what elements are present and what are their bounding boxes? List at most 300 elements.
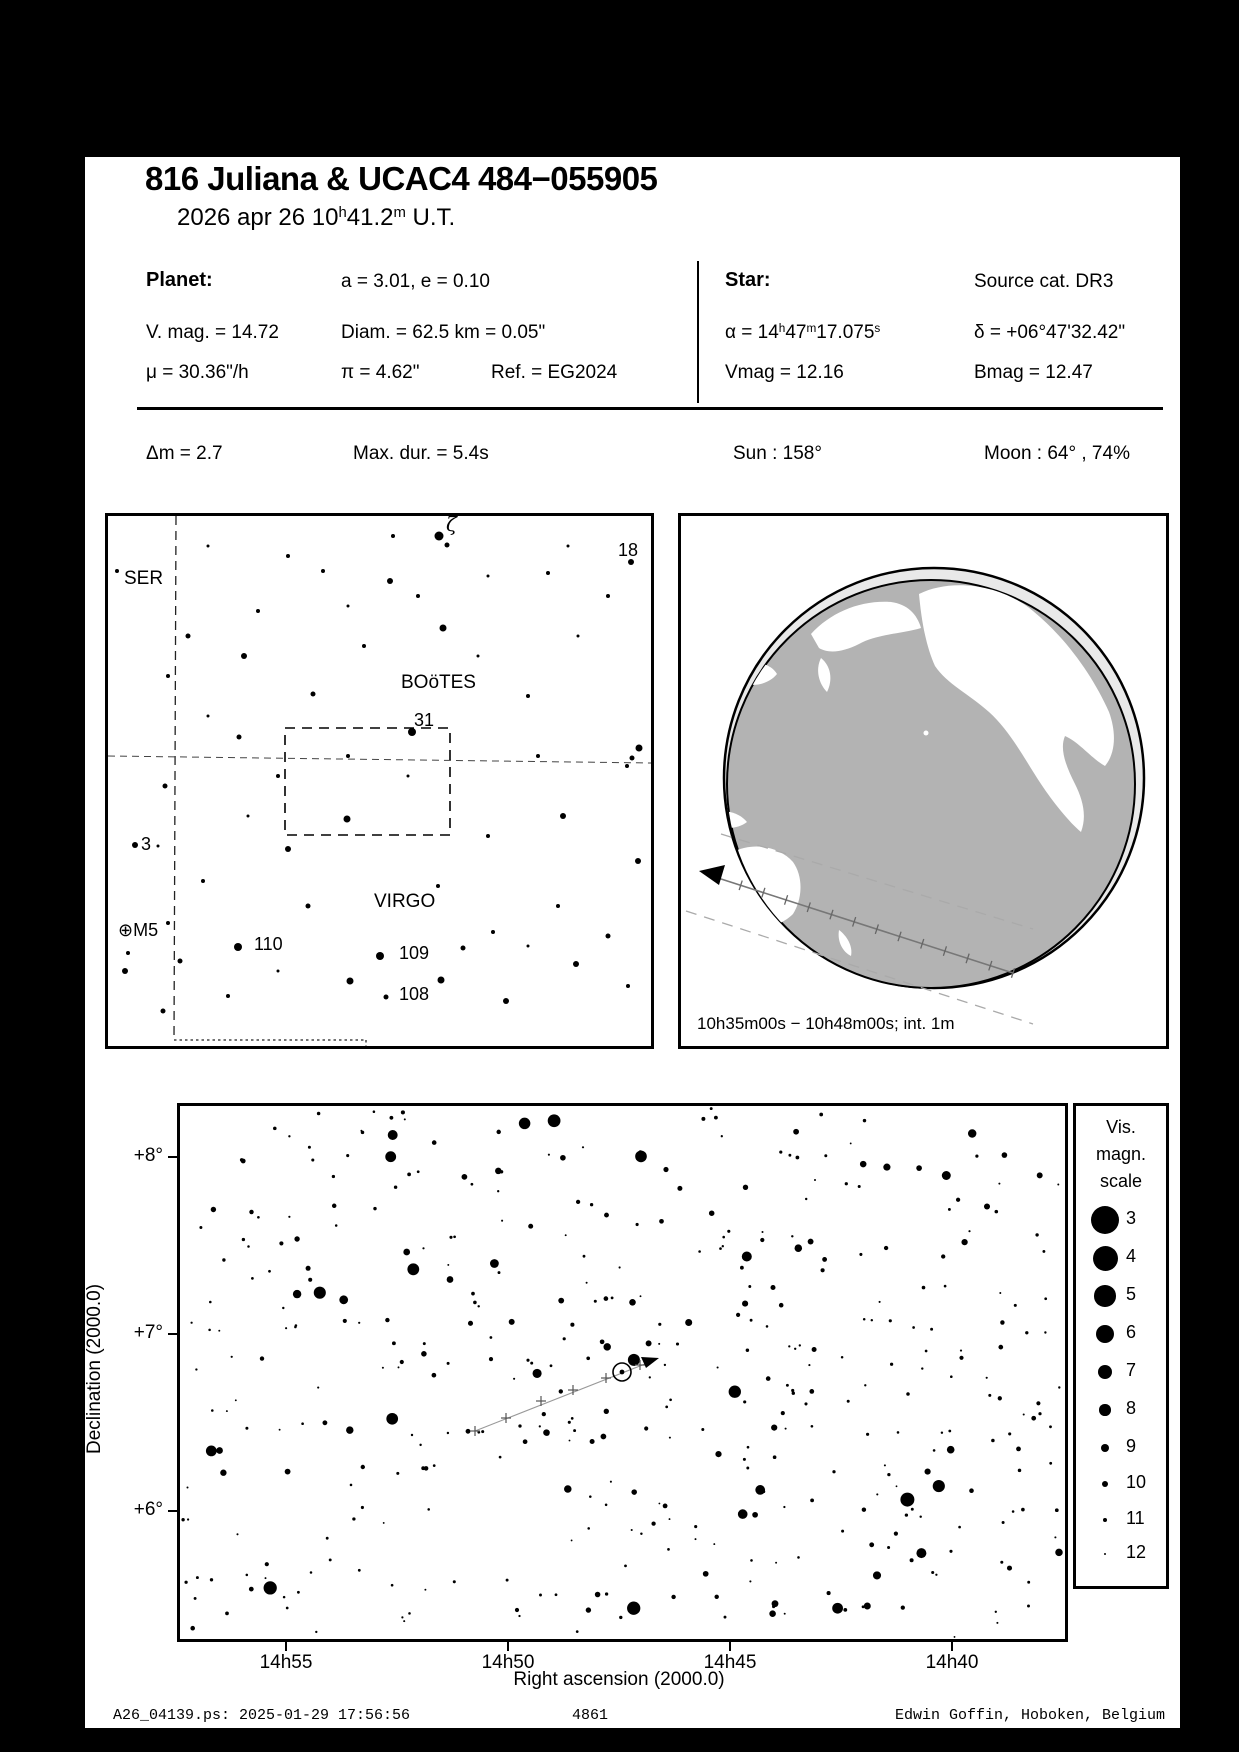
star-dot (590, 1203, 593, 1206)
star-dot (604, 1409, 609, 1414)
star-dot (236, 1533, 238, 1535)
star-dot (949, 1550, 952, 1553)
planet-diameter: Diam. = 62.5 km = 0.05" (341, 322, 546, 343)
star-dot (948, 1208, 951, 1211)
star-dot (246, 1574, 249, 1577)
star-dot (317, 1112, 321, 1116)
star-dot (625, 764, 629, 768)
finder-label-m5: ⊕M5 (118, 920, 159, 940)
star-dot (499, 1456, 502, 1459)
star-dot (1002, 1521, 1005, 1524)
star-dot (199, 1226, 202, 1229)
star-dot (501, 1220, 503, 1222)
star-dot (273, 1127, 277, 1131)
star-bmag: Bmag = 12.47 (974, 362, 1093, 383)
star-dot (944, 1285, 947, 1288)
legend-magnitude-dot (1103, 1518, 1108, 1523)
star-dot (157, 845, 160, 848)
y-axis-title: Declination (2000.0) (84, 1283, 105, 1455)
star-dot (1000, 1561, 1003, 1564)
star-dot (772, 1600, 779, 1607)
star-dot (948, 1430, 951, 1433)
star-dot (783, 1506, 785, 1508)
star-dot (975, 1155, 978, 1158)
event-datetime (177, 204, 455, 232)
star-dot (163, 784, 168, 789)
star-dot (282, 1307, 284, 1309)
star-dot (811, 1425, 814, 1428)
star-dot (999, 1292, 1001, 1294)
constellation-finder-graphic (108, 516, 651, 1046)
x-tick-label: 14h45 (703, 1652, 757, 1673)
star-dot (1031, 1416, 1036, 1421)
star-dot (703, 1571, 709, 1577)
legend-magnitude-dot (1098, 1365, 1113, 1380)
x-axis-title: Right ascension (2000.0) (513, 1669, 725, 1690)
star-dot (1049, 1462, 1052, 1465)
star-dot (285, 1469, 291, 1475)
star-dot (489, 1357, 493, 1361)
star-dot (649, 1376, 651, 1378)
star-dot (546, 571, 550, 575)
star-dot (862, 1507, 866, 1511)
star-dot (736, 1313, 740, 1317)
finder-label-n110: 110 (254, 934, 283, 954)
star-dot (746, 1467, 749, 1470)
star-dot (950, 1375, 953, 1378)
star-dot (315, 1631, 317, 1633)
star-dot (222, 1258, 225, 1261)
star-dot (986, 1377, 988, 1379)
star-dot (722, 1236, 725, 1239)
star-dot (779, 1303, 784, 1308)
star-dot (519, 1118, 531, 1130)
star-dot (247, 1245, 250, 1248)
legend-title-line: scale (1099, 1171, 1143, 1191)
star-dot (394, 1185, 397, 1188)
star-dot (590, 1439, 595, 1444)
star-dot (545, 1431, 550, 1436)
star-dot (605, 1504, 608, 1507)
star-dot (285, 846, 291, 852)
star-dot (556, 904, 560, 908)
star-dot (740, 1266, 744, 1270)
star-dot (860, 1161, 867, 1168)
star-dot (241, 653, 247, 659)
star-dot (497, 1190, 499, 1192)
star-dot (743, 1400, 746, 1403)
star-dot (249, 1587, 254, 1592)
star-dot (408, 1612, 411, 1615)
star-dot (186, 1486, 188, 1488)
star-dot (698, 1250, 701, 1253)
star-dot (256, 609, 260, 613)
datetime-part: U.T. (405, 204, 456, 231)
star-dot (339, 1295, 348, 1304)
star-dot (629, 1299, 636, 1306)
footer-sequence-number: 4861 (571, 1707, 608, 1724)
star-dot (1044, 1331, 1046, 1333)
star-dot (850, 1142, 852, 1144)
star-dot (515, 1608, 519, 1612)
star-dot (742, 1301, 748, 1307)
star-dot (1044, 1297, 1047, 1300)
legend-magnitude-dot (1096, 1325, 1114, 1343)
star-dot (947, 1446, 955, 1454)
star-dot (1018, 1469, 1022, 1473)
star-dot (208, 1329, 211, 1332)
star-dot (573, 1429, 576, 1432)
star-dot (925, 1469, 931, 1475)
star-dot (864, 1603, 871, 1610)
legend-title-line: magn. (1095, 1144, 1147, 1164)
star-dot (766, 1376, 771, 1381)
legend-magnitude-label: 6 (1126, 1322, 1137, 1342)
star-dot (808, 1239, 814, 1245)
star-dot (523, 1439, 528, 1444)
legend-magnitude-dot (1093, 1246, 1118, 1271)
star-dot (407, 775, 410, 778)
star-dot (211, 1409, 214, 1412)
star-dot (447, 1432, 449, 1434)
star-dot (445, 543, 450, 548)
star-dot (201, 879, 205, 883)
star-dot (382, 1367, 384, 1369)
star-dot (310, 1571, 313, 1574)
finder-label-bootes: BOöTES (401, 672, 476, 693)
star-dot (391, 1584, 394, 1587)
star-dot (196, 1576, 199, 1579)
ra-part: 47 (785, 322, 807, 343)
star-dot (866, 1433, 869, 1436)
star-dot (1036, 1401, 1040, 1405)
constellation-boundary-line (174, 516, 176, 1040)
star-dot (954, 1636, 956, 1638)
star-dot (220, 1470, 226, 1476)
star-dot (594, 1300, 597, 1303)
star-dot (530, 1362, 533, 1365)
star-dot (161, 1009, 166, 1014)
star-dot (509, 1319, 515, 1325)
star-dot (447, 1276, 454, 1283)
target-star-dot (620, 1370, 625, 1375)
star-dot (576, 1630, 579, 1633)
star-dot (306, 1266, 311, 1271)
star-dot (695, 1538, 697, 1540)
star-dot (781, 1411, 785, 1415)
finder-label-n31: 31 (414, 710, 435, 730)
star-dot (481, 1430, 484, 1433)
star-dot (518, 1615, 520, 1617)
star-dot (651, 1521, 655, 1525)
star-dot (719, 1247, 722, 1250)
star-dot (293, 1290, 301, 1298)
star-dot (181, 1518, 184, 1521)
star-dot (773, 1455, 777, 1459)
star-dot (676, 1342, 679, 1345)
star-dot (1008, 1432, 1011, 1435)
star-dot (527, 945, 530, 948)
star-dot (631, 1489, 637, 1495)
star-dot (610, 1481, 612, 1483)
star-dot (237, 735, 242, 740)
star-dot (663, 1503, 668, 1508)
star-dot (710, 1107, 713, 1110)
star-dot (1007, 1566, 1012, 1571)
star-dot (247, 815, 250, 818)
star-dot (264, 1581, 277, 1594)
star-dot (795, 1244, 803, 1252)
legend-magnitude-dot (1091, 1206, 1119, 1234)
star-dot (211, 1207, 216, 1212)
star-dot (991, 1439, 995, 1443)
star-dot (311, 692, 316, 697)
star-dot (461, 946, 466, 951)
star-dot (845, 1182, 848, 1185)
star-dot (746, 1348, 749, 1351)
star-dot (658, 1343, 660, 1345)
star-dot (724, 1616, 727, 1619)
star-dot (786, 1384, 789, 1387)
star-dot (563, 1337, 566, 1340)
star-dot (665, 1406, 668, 1409)
moon-elongation-illumination: Moon : 64° , 74% (984, 443, 1130, 464)
star-dot (286, 554, 290, 558)
star-dot (401, 1616, 403, 1618)
star-dot (714, 1116, 718, 1120)
star-field-chart-panel (177, 1103, 1068, 1642)
star-dot (630, 756, 635, 761)
star-dot (308, 1146, 311, 1149)
star-dot (503, 998, 509, 1004)
star-dot (376, 952, 384, 960)
star-dot (968, 1230, 970, 1232)
ra-s-sup: s (874, 321, 881, 335)
star-dot (536, 754, 540, 758)
star-dot (286, 1607, 289, 1610)
star-dot (317, 1387, 319, 1389)
star-dot (863, 1318, 866, 1321)
star-dot (742, 1251, 752, 1261)
star-dot (583, 1255, 586, 1258)
star-dot (889, 1319, 892, 1322)
star-dot (417, 1170, 420, 1173)
star-dot (226, 1410, 228, 1412)
star-dot (283, 1596, 286, 1599)
star-dot (760, 1238, 764, 1242)
legend-title (1076, 1114, 1166, 1195)
star-dot (398, 1366, 400, 1368)
planet-motion: μ = 30.36"/h (146, 362, 249, 383)
star-dot (810, 1498, 814, 1502)
star-dot (115, 569, 119, 573)
star-dot (941, 1431, 943, 1433)
star-dot (314, 1287, 326, 1299)
star-dot (669, 1398, 672, 1401)
star-dot (207, 545, 210, 548)
magnitude-drop: Δm = 2.7 (146, 443, 223, 464)
star-dot (433, 1464, 436, 1467)
star-dot (812, 1347, 817, 1352)
finder-label-n3: 3 (141, 834, 152, 854)
star-dot (933, 1480, 945, 1492)
star-dot (391, 534, 395, 538)
star-dot (916, 1165, 922, 1171)
star-dot (636, 1223, 639, 1226)
star-dot (586, 1356, 590, 1360)
star-dot (322, 1420, 327, 1425)
star-dot (404, 1118, 406, 1120)
star-section-label: Star: (725, 269, 771, 291)
star-dot (190, 1626, 195, 1631)
star-dot (863, 1119, 866, 1122)
star-dot (226, 994, 230, 998)
star-dot (468, 1321, 473, 1326)
star-dot (646, 1340, 652, 1346)
star-dot (350, 1484, 353, 1487)
star-dot (277, 970, 280, 973)
star-dot (841, 1530, 844, 1533)
star-dot (548, 1114, 561, 1127)
star-dot (968, 1129, 976, 1137)
star-dot (528, 1224, 533, 1229)
ra-part: 17.075 (816, 322, 875, 343)
star-dot (611, 1296, 614, 1299)
legend-title-line: Vis. (1106, 1117, 1136, 1137)
star-dot (747, 1446, 750, 1449)
star-dot (427, 1508, 430, 1511)
star-dot (218, 1330, 220, 1332)
star-ra (725, 322, 880, 344)
path-time-span-caption: 10h35m00s − 10h48m00s; int. 1m (697, 1014, 955, 1033)
star-dot (769, 1610, 776, 1617)
star-dot (294, 1326, 297, 1329)
x-tick-label: 14h55 (259, 1652, 313, 1673)
star-dot (416, 594, 420, 598)
star-dot (435, 532, 444, 541)
star-dot (799, 1344, 801, 1346)
star-dot (804, 1402, 807, 1405)
star-dot (346, 1154, 349, 1157)
star-dot (942, 1171, 951, 1180)
star-dot (122, 968, 128, 974)
star-dot (462, 1174, 468, 1180)
star-dot (268, 1270, 271, 1273)
max-duration: Max. dur. = 5.4s (353, 443, 489, 464)
star-dot (906, 1392, 910, 1396)
star-dot (762, 1490, 765, 1493)
star-dot (659, 1219, 664, 1224)
star-dot (571, 1417, 574, 1420)
star-dot (805, 1198, 807, 1200)
star-dot (518, 1424, 521, 1427)
star-dot (1002, 1152, 1008, 1158)
star-dot (347, 605, 350, 608)
star-dot (385, 1318, 389, 1322)
star-dot (600, 1339, 605, 1344)
star-dot (347, 978, 354, 985)
star-dot (793, 1129, 799, 1135)
star-dot (1023, 1413, 1025, 1415)
star-dot (297, 1591, 300, 1594)
star-dot (392, 1341, 396, 1345)
star-dot (403, 1620, 405, 1622)
legend-magnitude-dot (1102, 1481, 1109, 1488)
star-dot (438, 977, 445, 984)
star-dot (1035, 1233, 1038, 1236)
star-dot (887, 1546, 890, 1549)
star-dot (361, 1465, 365, 1469)
star-dot (869, 1542, 874, 1547)
datetime-part: 41.2 (346, 204, 394, 231)
star-dot (956, 1198, 960, 1202)
y-tick-mark (168, 1510, 177, 1512)
sun-elongation: Sun : 158° (733, 443, 822, 464)
legend-magnitude-label: 3 (1126, 1208, 1137, 1228)
star-dot (573, 961, 579, 967)
star-dot (933, 1449, 936, 1452)
star-dot (206, 1446, 217, 1457)
star-dot (901, 1605, 905, 1609)
star-dot (832, 1470, 835, 1473)
star-dot (235, 1399, 237, 1401)
star-dot (548, 1154, 550, 1156)
star-dot (1038, 1412, 1041, 1415)
star-dot (922, 1286, 926, 1290)
star-dot (486, 834, 490, 838)
star-dot (195, 1368, 197, 1370)
header-divider-horizontal (137, 407, 1163, 410)
star-dot (969, 1488, 974, 1493)
star-dot (184, 1581, 187, 1584)
star-dot (998, 1345, 1003, 1350)
star-dot (606, 594, 610, 598)
star-dot (386, 1413, 398, 1425)
star-dot (619, 1616, 622, 1619)
star-dot (332, 1175, 335, 1178)
finder-label-zeta: ζ (446, 513, 457, 536)
star-dot (658, 1503, 660, 1505)
star-dot (626, 984, 630, 988)
star-dot (605, 1592, 608, 1595)
star-dot (187, 1518, 189, 1520)
star-dot (677, 1186, 682, 1191)
star-dot (941, 1254, 945, 1258)
star-dot (859, 1253, 862, 1256)
star-dot (306, 904, 311, 909)
star-dot (587, 1527, 590, 1530)
star-dot (242, 1238, 245, 1241)
star-dot (423, 1342, 426, 1345)
star-dot (879, 1301, 881, 1303)
legend-magnitude-label: 9 (1126, 1436, 1137, 1456)
star-dot (827, 1591, 831, 1595)
star-dot (388, 1130, 398, 1140)
star-dot (346, 754, 350, 758)
legend-magnitude-dot (1094, 1285, 1116, 1307)
star-dot (560, 1155, 566, 1161)
star-dot (1016, 1447, 1021, 1452)
star-dot (421, 1351, 427, 1357)
legend-magnitude-dot (1101, 1444, 1110, 1453)
star-dot (279, 1241, 283, 1245)
star-dot (644, 1426, 648, 1430)
star-dot (276, 774, 280, 778)
star-dot (526, 694, 530, 698)
star-dot (749, 1580, 751, 1582)
star-dot (265, 1562, 269, 1566)
star-dot (743, 1458, 746, 1461)
